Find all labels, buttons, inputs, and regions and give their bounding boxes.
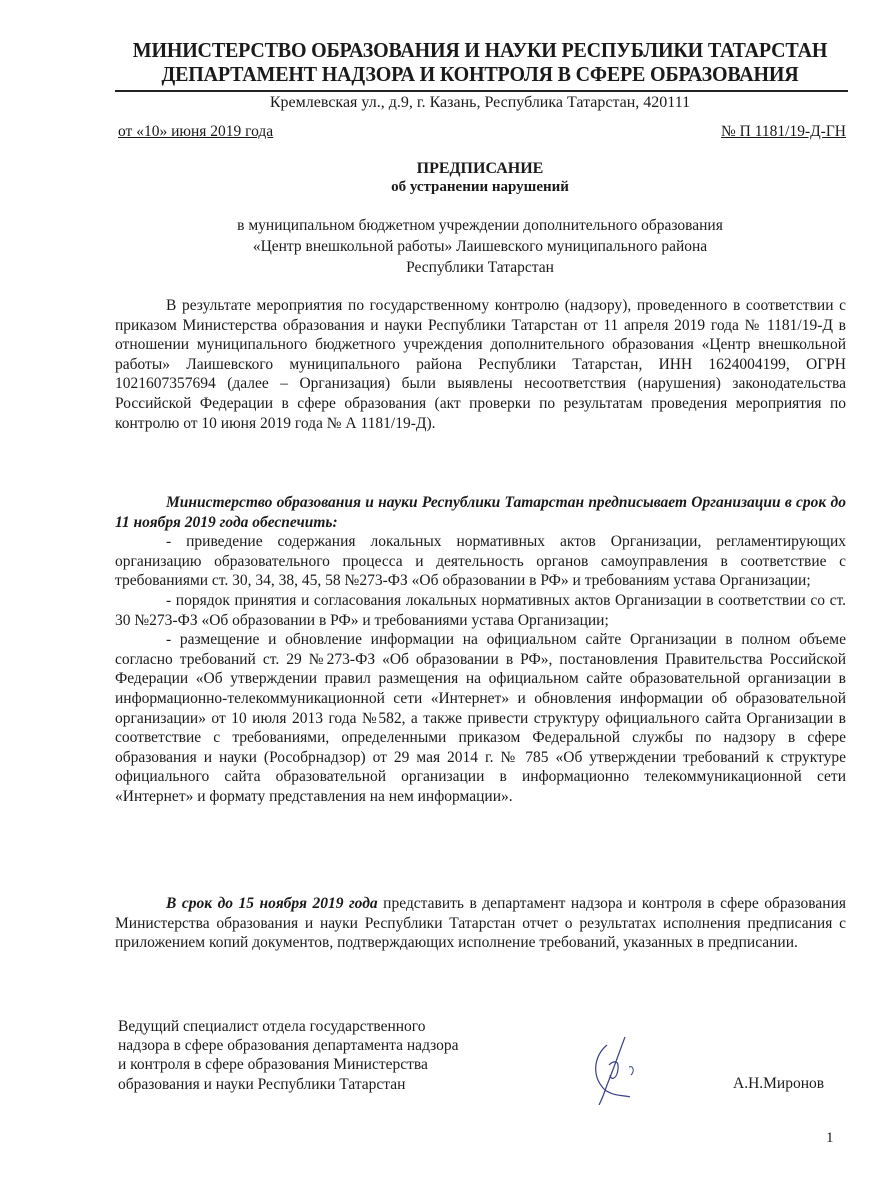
organization-block <box>100 215 860 278</box>
directive-item: - размещение и обновление информации на официальном сайте Организации в полном объеме согласно требований ст. 29 №273-ФЗ «Об образовании в РФ», постановления Правительства Российской Федерации «Об утверждении правил размещения на официальном сайте образовательной организации в информационно-телекоммуникационной сети «Интернет» и обновления информации об образовательной организации» от 10 июля 2013 года №582, а также привести структуру официального сайта Организации в соответствие с требованиями, определенными приказом Федеральной службы по надзору в сфере образования и науки (Рособрнадзор) от 29 мая 2014 г. № 785 «Об утверждении требований к структуре официального сайта образовательной организации в информационно телекоммуникационной сети «Интернет» и формату представления на нем информации». <box>115 631 846 805</box>
address: Кремлевская ул., д.9, г. Казань, Республика Татарстан, 420111 <box>269 94 691 111</box>
position-line: и контроля в сфере образования Министерства <box>118 1056 428 1074</box>
document-number: № П 1181/19-Д-ГН <box>720 123 846 140</box>
position-line: надзора в сфере образования департамента надзора <box>118 1037 459 1055</box>
page-number: 1 <box>826 1130 834 1146</box>
report-paragraph <box>115 894 846 953</box>
directive-item: - порядок принятия и согласования локальных нормативных актов Организации в соответствии со ст. 30 №273-ФЗ «Об образовании в РФ» и требованиями устава Организации; <box>115 591 846 629</box>
organization-line: Республики Татарстан <box>406 259 554 276</box>
ministry-name: МИНИСТЕРСТВО ОБРАЗОВАНИЯ И НАУКИ РЕСПУБЛИКИ ТАТАРСТАН <box>132 38 828 62</box>
department-name: ДЕПАРТАМЕНТ НАДЗОРА И КОНТРОЛЯ В СФЕРЕ ОБРАЗОВАНИЯ <box>161 62 799 86</box>
document-date: от «10» июня 2019 года <box>118 123 274 140</box>
intro-text: В результате мероприятия по государственному контролю (надзору), проведенного в соответствии с приказом Министерства образования и науки Республики Татарстан от 11 апреля 2019 года № 1181/19-Д в отношении муниципального бюджетного учреждения дополнительного образования «Центр внешкольной работы» Лаишевского муниципального района Республики Татарстан, ИНН 1624004199, ОГРН 1021607357694 (далее – Организация) были выявлены несоответствия (нарушения) законодательства Российской Федерации в сфере образования (акт проверки по результатам проведения мероприятия по контролю от 10 июня 2019 года № А 1181/19-Д). <box>115 297 846 432</box>
report-deadline: В срок до 15 ноября 2019 года <box>166 895 378 912</box>
organization-line: «Центр внешкольной работы» Лаишевского муниципального района <box>252 238 708 255</box>
directive-text: Министерство образования и науки Республики Татарстан предписывает Организации в срок до 11 ноября 2019 года обеспечить: <box>115 494 846 531</box>
position-line: Ведущий специалист отдела государственного <box>118 1018 426 1035</box>
organization-line: в муниципальном бюджетном учреждении дополнительного образования <box>237 217 723 234</box>
directive-block <box>115 493 846 807</box>
directive-item: - приведение содержания локальных нормативных актов Организации, регламентирующих организацию образовательного процесса и деятельность органов самоуправления в соответствие с требованиями ст. 30, 34, 38, 45, 58 №273-ФЗ «Об образовании в РФ» и требованиям устава Организации; <box>115 533 846 590</box>
intro-paragraph <box>115 296 846 433</box>
header-divider <box>115 90 848 92</box>
handwritten-signature <box>585 1035 655 1105</box>
document-subtitle: об устранении нарушений <box>391 179 569 195</box>
signatory-position <box>118 1017 459 1094</box>
report-text: представить в департамент надзора и контроля в сфере образования Министерства образования и науки Республики Татарстан отчет о результатах исполнения предписания с приложением копий документов, подтверждающих исполнение требований, указанных в предписании. <box>115 895 846 952</box>
document-title: ПРЕДПИСАНИЕ <box>416 160 544 177</box>
position-line: образования и науки Республики Татарстан <box>118 1075 406 1093</box>
signatory-name: А.Н.Миронов <box>733 1075 825 1092</box>
